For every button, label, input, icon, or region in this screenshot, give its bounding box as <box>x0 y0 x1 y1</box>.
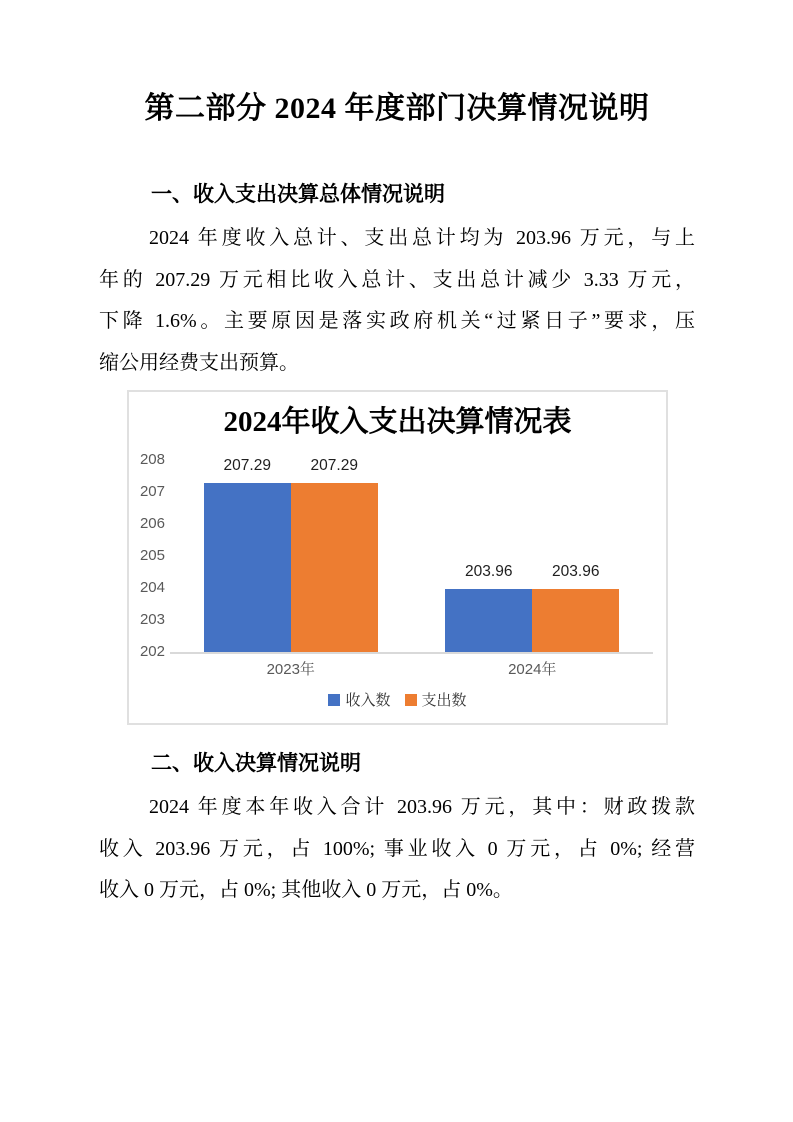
chart-bar <box>532 589 619 652</box>
section-1-heading: 一、收入支出决算总体情况说明 <box>151 183 445 206</box>
paragraph-line: 2024 年度本年收入合计 203.96 万元，其中：财政拨款 <box>149 796 695 818</box>
legend-label: 支出数 <box>421 693 467 709</box>
paragraph-line: 2024 年度收入总计、支出总计均为 203.96 万元，与上 <box>149 227 695 249</box>
legend-swatch <box>328 694 340 706</box>
section-1-paragraph <box>99 218 695 384</box>
y-axis-tick-label: 207 <box>139 483 165 500</box>
legend-item <box>405 689 467 710</box>
bar-value-label: 207.29 <box>223 456 271 474</box>
paragraph-line: 下降 1.6%。主要原因是落实政府机关“过紧日子”要求，压 <box>99 310 695 332</box>
chart-title: 2024年收入支出决算情况表 <box>223 406 572 438</box>
section-2-paragraph <box>99 787 695 912</box>
legend-label: 收入数 <box>345 693 391 709</box>
bar-value-label: 203.96 <box>552 563 600 581</box>
paragraph-line: 缩公用经费支出预算。 <box>99 351 299 374</box>
legend-item <box>328 689 390 710</box>
y-axis-tick-label: 203 <box>139 611 165 628</box>
paragraph-line: 收入 203.96 万元，占 100%; 事业收入 0 万元，占 0%; 经营 <box>99 837 695 860</box>
bar-value-label: 207.29 <box>310 456 358 474</box>
y-axis-tick-label: 205 <box>139 547 165 564</box>
chart-bar <box>291 483 378 652</box>
x-axis-label: 2023年 <box>266 661 315 678</box>
y-axis-tick-label: 204 <box>139 579 165 596</box>
page-content <box>99 0 695 912</box>
paragraph-line: 收入 0 万元，占 0%; 其他收入 0 万元，占 0%。 <box>99 879 513 901</box>
y-axis-tick-label: 208 <box>139 451 165 468</box>
income-expenditure-chart <box>127 390 668 725</box>
y-axis-tick-label: 202 <box>139 643 165 660</box>
chart-bar <box>204 483 291 652</box>
section-2-heading: 二、收入决算情况说明 <box>151 752 361 775</box>
chart-bar <box>445 589 532 652</box>
chart-plot-area <box>129 392 666 723</box>
paragraph-line: 年的 207.29 万元相比收入总计、支出总计减少 3.33 万元， <box>99 268 695 291</box>
legend-swatch <box>405 694 417 706</box>
doc-title: 第二部分 2024 年度部门决算情况说明 <box>144 92 650 125</box>
chart-legend <box>129 689 666 710</box>
x-axis-label: 2024年 <box>508 661 557 678</box>
x-axis-line <box>170 652 653 654</box>
bar-value-label: 203.96 <box>465 563 513 581</box>
y-axis-tick-label: 206 <box>139 515 165 532</box>
